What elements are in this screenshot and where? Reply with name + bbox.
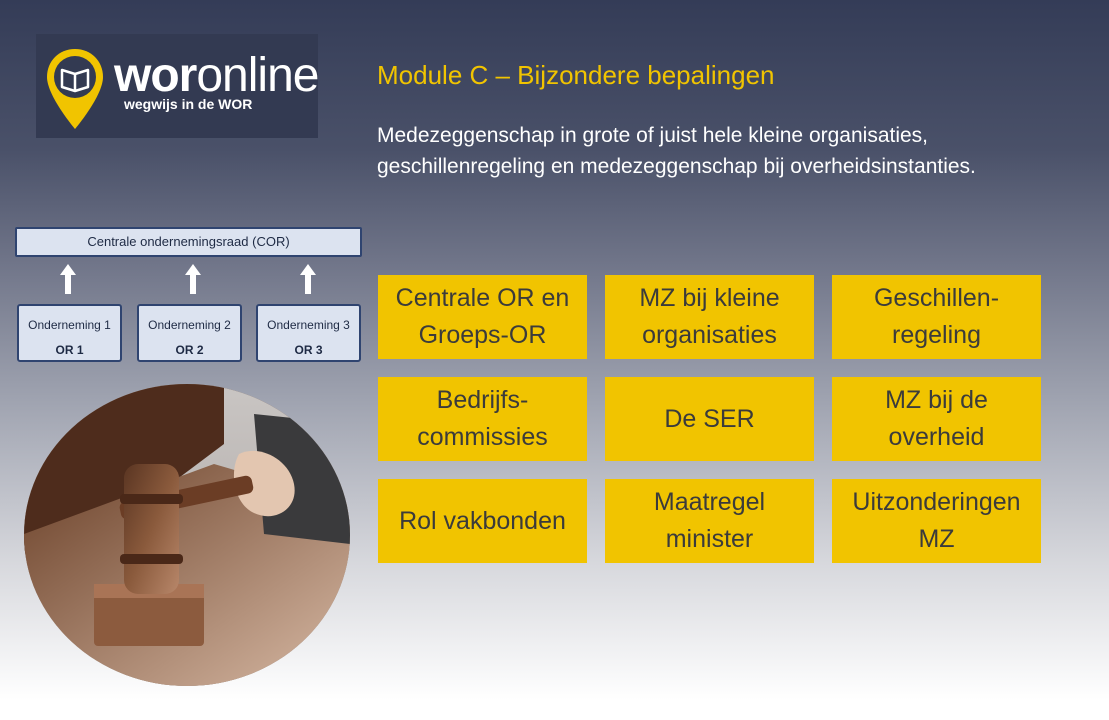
onderneming-box <box>17 304 122 362</box>
cor-box: Centrale ondernemingsraad (COR) <box>15 227 362 257</box>
tile-line: De SER <box>664 404 755 433</box>
page-title: Module C – Bijzondere bepalingen <box>377 60 775 90</box>
gavel-photo <box>24 384 350 686</box>
tile-uitzonderingen-mz[interactable] <box>832 479 1041 563</box>
or-label: OR 1 <box>55 343 84 357</box>
tile-line: organisaties <box>642 321 777 349</box>
tile-line: MZ <box>918 525 955 553</box>
tile-line: Rol vakbonden <box>399 506 566 535</box>
tile-line: Bedrijfs- <box>436 386 529 414</box>
tile-mz-overheid[interactable] <box>832 377 1041 461</box>
onderneming-box <box>137 304 242 362</box>
gavel-illustration <box>24 384 350 686</box>
onderneming-box <box>256 304 361 362</box>
or-label: OR 3 <box>294 343 323 357</box>
onderneming-name: Onderneming 1 <box>28 318 111 332</box>
logo-wordmark-thin: online <box>196 49 319 102</box>
tile-line: overheid <box>888 423 985 451</box>
tile-line: minister <box>665 525 754 553</box>
onderneming-name: Onderneming 2 <box>148 318 231 332</box>
onderneming-name: Onderneming 3 <box>267 318 350 332</box>
tile-geschillenregeling[interactable] <box>832 275 1041 359</box>
tile-line: Uitzonderingen <box>852 488 1021 516</box>
tile-line: commissies <box>417 423 548 451</box>
tile-line: regeling <box>892 321 981 349</box>
woronline-logo <box>36 34 318 138</box>
logo-tagline: wegwijs in de WOR <box>124 96 253 112</box>
tile-rol-vakbonden[interactable] <box>378 479 587 563</box>
tile-line: Groeps-OR <box>418 321 547 349</box>
tile-line: Geschillen- <box>873 284 1000 312</box>
or-label: OR 2 <box>175 343 204 357</box>
tile-line: Centrale OR en <box>395 284 570 312</box>
logo-wordmark-bold: wor <box>114 49 197 102</box>
arrow-up-icon <box>298 263 318 295</box>
page-subtitle: Medezeggenschap in grote of juist hele kleine organisaties, geschillenregeling en medezeggenschap bij overheidsinstanties. <box>377 124 976 178</box>
tile-line: Maatregel <box>653 488 766 516</box>
tile-de-ser[interactable] <box>605 377 814 461</box>
tile-line: MZ bij de <box>885 386 988 414</box>
tile-maatregel-minister[interactable] <box>605 479 814 563</box>
tile-bedrijfscommissies[interactable] <box>378 377 587 461</box>
arrow-up-icon <box>183 263 203 295</box>
tile-mz-kleine-organisaties[interactable] <box>605 275 814 359</box>
arrow-up-icon <box>58 263 78 295</box>
tile-centrale-or[interactable] <box>378 275 587 359</box>
tile-line: MZ bij kleine <box>639 284 780 312</box>
map-pin-book-icon <box>44 46 106 132</box>
